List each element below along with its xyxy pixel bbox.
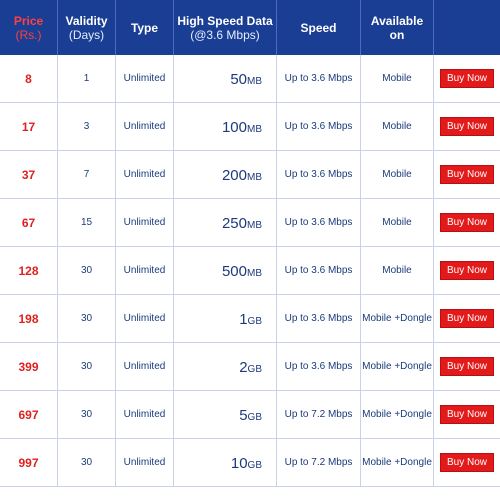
available-value: Mobile [382,73,412,84]
data-amount: 10 [230,455,248,472]
price-value: 997 [18,455,39,470]
validity-cell [58,199,116,246]
price-value: 8 [25,71,32,86]
buy-now-button[interactable]: Buy Now [440,309,494,328]
data-cell [174,199,277,246]
table-body [0,55,500,487]
speed-value: Up to 3.6 Mbps [284,265,353,276]
available-cell [361,391,434,438]
available-cell [361,295,434,342]
type-cell [116,439,174,486]
data-unit: MB [247,76,262,87]
data-cell [174,343,277,390]
validity-cell [58,151,116,198]
action-cell [434,391,500,438]
action-cell [434,199,500,246]
type-cell [116,391,174,438]
header-data-speed-note: (@3.6 Mbps) [190,27,260,42]
validity-value: 1 [83,73,90,84]
header-available-label: Available [370,13,424,28]
data-cell [174,391,277,438]
price-cell [0,439,58,486]
table-row [0,151,500,199]
available-value: Mobile [382,265,412,276]
type-value: Unlimited [123,313,166,324]
speed-cell [277,103,361,150]
type-cell [116,55,174,102]
price-cell [0,103,58,150]
price-value: 17 [21,119,36,134]
speed-value: Up to 3.6 Mbps [284,361,353,372]
data-unit: GB [247,412,262,423]
data-amount: 5 [239,407,248,424]
speed-cell [277,247,361,294]
table-row [0,439,500,487]
available-value: Mobile +Dongle [362,313,432,324]
data-amount: 100 [221,119,247,136]
available-cell [361,439,434,486]
data-cell [174,439,277,486]
buy-now-button[interactable]: Buy Now [440,453,494,472]
data-unit: MB [247,172,262,183]
speed-value: Up to 3.6 Mbps [284,169,353,180]
table-row [0,199,500,247]
available-value: Mobile [382,121,412,132]
action-cell [434,103,500,150]
price-cell [0,55,58,102]
available-cell [361,343,434,390]
speed-cell [277,151,361,198]
header-data-label: High Speed Data [177,13,273,28]
table-row [0,103,500,151]
validity-cell [58,103,116,150]
data-unit: GB [247,460,262,471]
speed-value: Up to 3.6 Mbps [284,121,353,132]
validity-cell [58,55,116,102]
price-cell [0,391,58,438]
type-cell [116,343,174,390]
buy-now-button[interactable]: Buy Now [440,165,494,184]
speed-value: Up to 7.2 Mbps [284,409,353,420]
data-cell [174,247,277,294]
available-value: Mobile +Dongle [362,361,432,372]
price-value: 37 [21,167,36,182]
available-value: Mobile [382,169,412,180]
header-speed-label: Speed [300,20,337,35]
table-row [0,343,500,391]
speed-cell [277,391,361,438]
buy-now-button[interactable]: Buy Now [440,69,494,88]
data-unit: MB [247,220,262,231]
table-header [0,0,500,55]
speed-value: Up to 7.2 Mbps [284,457,353,468]
validity-value: 3 [83,121,90,132]
table-row [0,247,500,295]
available-cell [361,103,434,150]
header-available [361,0,434,55]
data-unit: GB [247,316,262,327]
table-row [0,391,500,439]
price-value: 697 [18,407,39,422]
header-price-unit: (Rs.) [15,27,42,42]
table-row [0,55,500,103]
speed-value: Up to 3.6 Mbps [284,313,353,324]
validity-value: 30 [80,361,93,372]
type-value: Unlimited [123,169,166,180]
data-amount: 250 [221,215,247,232]
data-cell [174,103,277,150]
data-amount: 200 [221,167,247,184]
header-type [116,0,174,55]
header-available-on: on [389,27,405,42]
price-cell [0,343,58,390]
speed-cell [277,199,361,246]
validity-cell [58,439,116,486]
header-data [174,0,277,55]
type-cell [116,151,174,198]
type-value: Unlimited [123,121,166,132]
type-value: Unlimited [123,361,166,372]
available-cell [361,199,434,246]
buy-now-button[interactable]: Buy Now [440,357,494,376]
validity-value: 30 [80,457,93,468]
header-price-label: Price [13,13,44,28]
header-type-label: Type [130,20,159,35]
speed-value: Up to 3.6 Mbps [284,217,353,228]
buy-now-button[interactable]: Buy Now [440,405,494,424]
price-value: 67 [21,215,36,230]
action-cell [434,247,500,294]
header-validity-unit: (Days) [68,27,105,42]
validity-value: 30 [80,313,93,324]
action-cell [434,55,500,102]
type-value: Unlimited [123,265,166,276]
type-cell [116,247,174,294]
type-value: Unlimited [123,217,166,228]
action-cell [434,343,500,390]
speed-cell [277,343,361,390]
action-cell [434,151,500,198]
buy-now-button[interactable]: Buy Now [440,117,494,136]
header-speed [277,0,361,55]
header-validity-label: Validity [65,13,108,28]
validity-cell [58,343,116,390]
header-action [434,0,500,55]
speed-cell [277,55,361,102]
validity-cell [58,247,116,294]
type-value: Unlimited [123,457,166,468]
action-cell [434,295,500,342]
header-price [0,0,58,55]
data-cell [174,55,277,102]
data-unit: MB [247,124,262,135]
type-value: Unlimited [123,73,166,84]
speed-cell [277,439,361,486]
buy-now-button[interactable]: Buy Now [440,213,494,232]
available-value: Mobile +Dongle [362,457,432,468]
data-amount: 1 [239,311,248,328]
validity-value: 15 [80,217,93,228]
data-unit: MB [247,268,262,279]
price-value: 128 [18,263,39,278]
available-value: Mobile [382,217,412,228]
speed-cell [277,295,361,342]
price-cell [0,295,58,342]
price-cell [0,151,58,198]
available-cell [361,55,434,102]
data-amount: 50 [230,71,247,88]
validity-value: 30 [80,409,93,420]
buy-now-button[interactable]: Buy Now [440,261,494,280]
price-cell [0,247,58,294]
data-cell [174,295,277,342]
data-amount: 500 [221,263,247,280]
data-amount: 2 [239,359,248,376]
speed-value: Up to 3.6 Mbps [284,73,353,84]
type-cell [116,103,174,150]
available-value: Mobile +Dongle [362,409,432,420]
validity-value: 30 [80,265,93,276]
validity-cell [58,295,116,342]
type-cell [116,199,174,246]
available-cell [361,151,434,198]
action-cell [434,439,500,486]
table-row [0,295,500,343]
available-cell [361,247,434,294]
validity-value: 7 [83,169,90,180]
validity-cell [58,391,116,438]
price-value: 399 [18,359,39,374]
data-cell [174,151,277,198]
price-value: 198 [18,311,39,326]
header-validity [58,0,116,55]
price-cell [0,199,58,246]
type-cell [116,295,174,342]
data-unit: GB [247,364,262,375]
type-value: Unlimited [123,409,166,420]
